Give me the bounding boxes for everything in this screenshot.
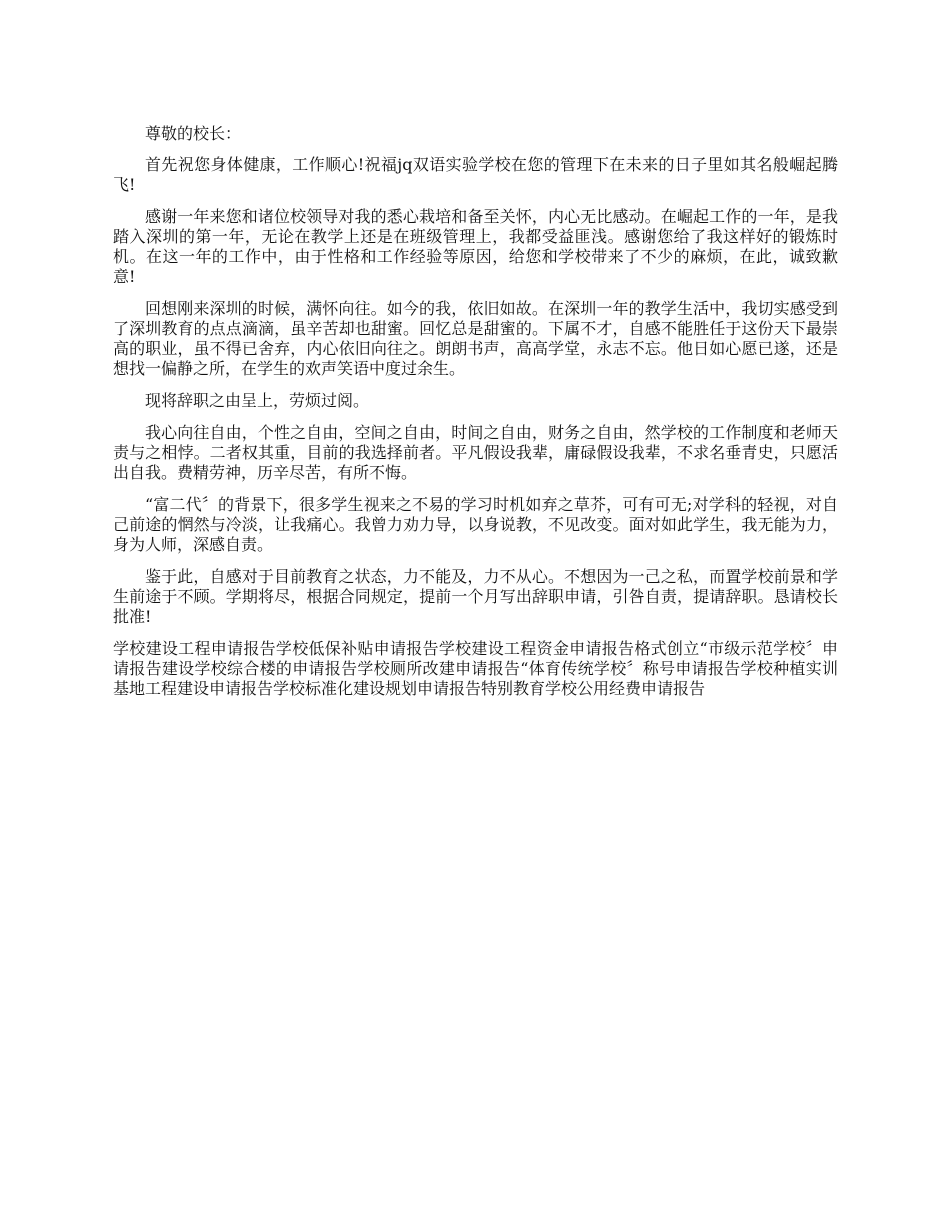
letter-salutation: 尊敬的校长： [145, 124, 242, 143]
related-links-text: 学校建设工程申请报告学校低保补贴申请报告学校建设工程资金申请报告格式创立“市级示范学校〞申请报告建设学校综合楼的申请报告学校厕所改建申请报告“体育传统学校〞称号申请报告学校种植实训基地工程建设申请报告学校标准化建设规划申请报告特别教育学校公用经费申请报告 [113, 639, 838, 698]
letter-paragraph-students: “富二代〞的背景下，很多学生视来之不易的学习时机如弃之草芥，可有可无;对学科的轻视，对自己前途的惘然与冷淡，让我痛心。我曾力劝力导，以身说教，不见改变。面对如此学生，我无能为力，身为人师，深感自责。 [113, 495, 838, 554]
letter-paragraph-freedom: 我心向往自由，个性之自由，空间之自由，时间之自由，财务之自由，然学校的工作制度和老师天责与之相悖。二者权其重，目前的我选择前者。平凡假设我辈，庸碌假设我辈，不求名垂青史，只愿活出自我。费精劳神，历辛尽苦，有所不悔。 [113, 423, 838, 482]
document-page [113, 124, 838, 699]
letter-paragraph-request: 鉴于此，自感对于目前教育之状态，力不能及，力不从心。不想因为一己之私，而置学校前景和学生前途于不顾。学期将尽，根据合同规定，提前一个月写出辞职申请，引咎自责，提请辞职。恳请校长批准! [113, 567, 838, 626]
letter-paragraph-gratitude: 感谢一年来您和诸位校领导对我的悉心栽培和备至关怀，内心无比感动。在崛起工作的一年，是我踏入深圳的第一年，无论在教学上还是在班级管理上，我都受益匪浅。感谢您给了我这样好的锻炼时机。在这一年的工作中，由于性格和工作经验等原因，给您和学校带来了不少的麻烦，在此，诚致歉意! [113, 207, 838, 286]
letter-paragraph-memories: 回想刚来深圳的时候，满怀向往。如今的我，依旧如故。在深圳一年的教学生活中，我切实感受到了深圳教育的点点滴滴，虽辛苦却也甜蜜。回忆总是甜蜜的。下属不才，自感不能胜任于这份天下最崇高的职业，虽不得已舍弃，内心依旧向往之。朗朗书声，高高学堂，永志不忘。他日如心愿已遂，还是想找一偏静之所，在学生的欢声笑语中度过余生。 [113, 299, 838, 378]
letter-paragraph-opening: 首先祝您身体健康，工作顺心!祝福jq双语实验学校在您的管理下在未来的日子里如其名般崛起腾飞! [113, 155, 838, 194]
letter-paragraph-reason-intro: 现将辞职之由呈上，劳烦过阅。 [145, 391, 370, 410]
